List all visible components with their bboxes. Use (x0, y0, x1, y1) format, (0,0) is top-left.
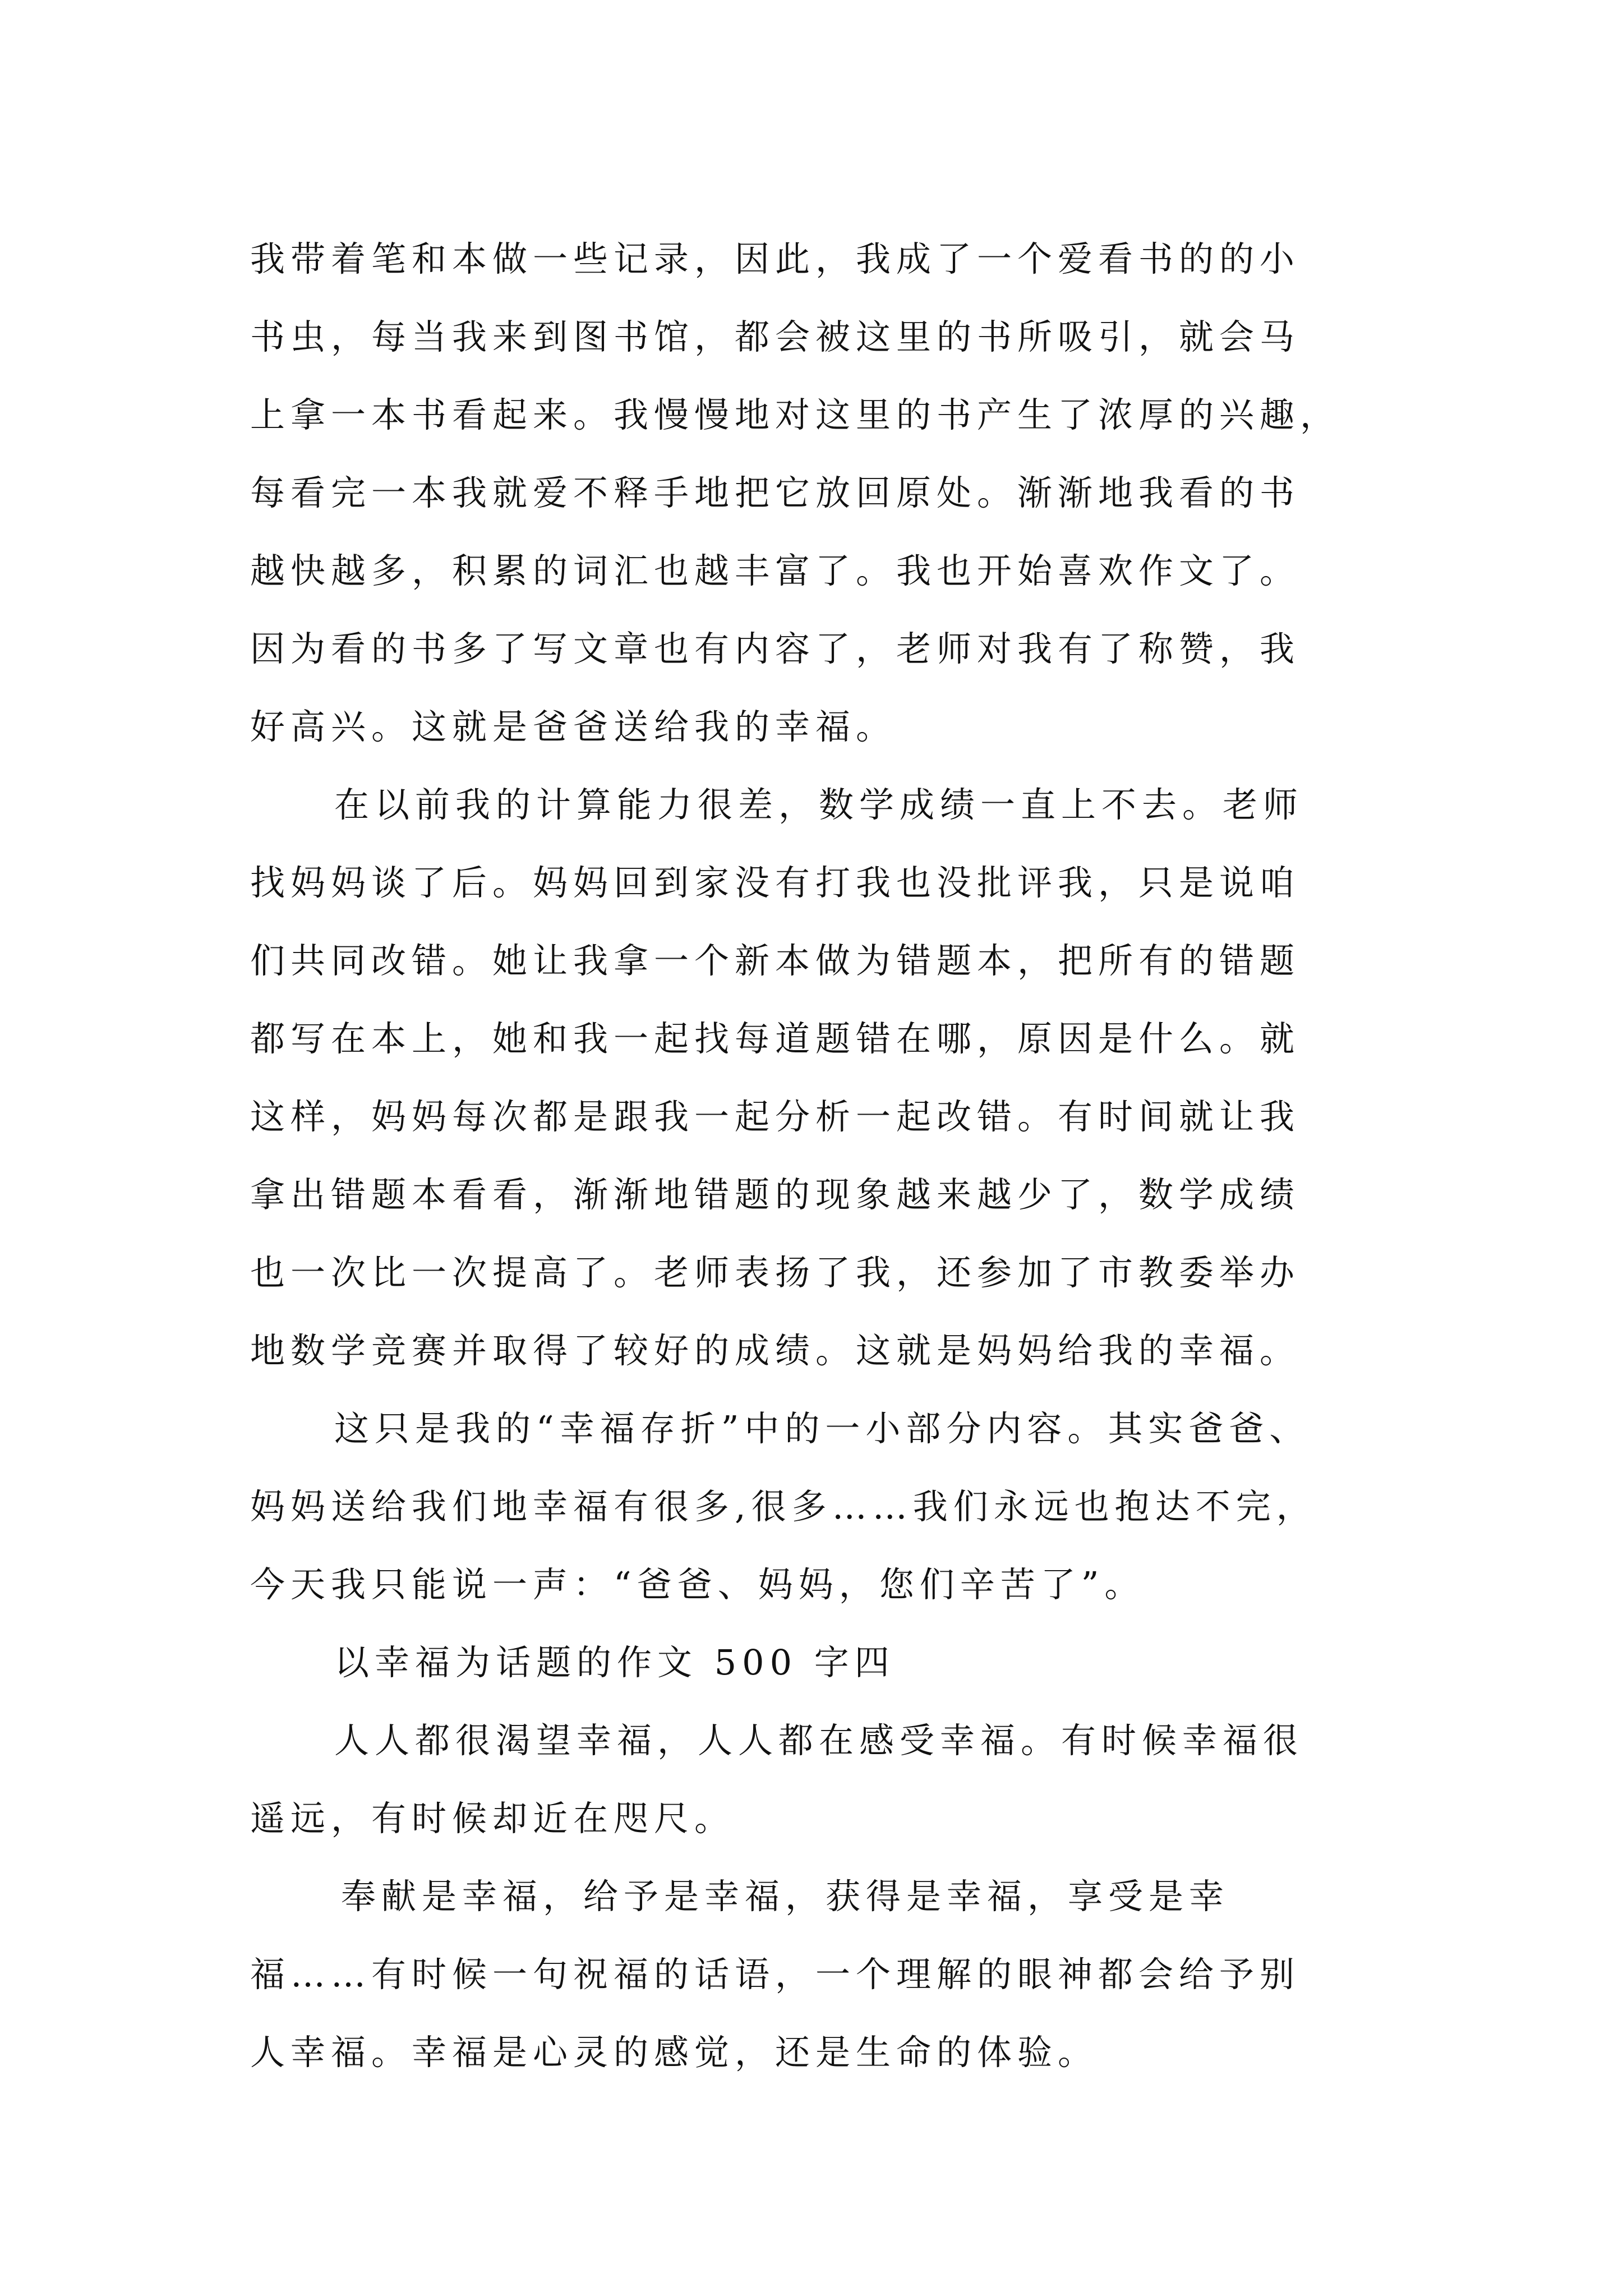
paragraph-first-line: 奉献是幸福，给予是幸福，获得是幸福，享受是幸 (341, 1876, 1230, 1917)
paragraph-first-line: 这只是我的“幸福存折”中的一小部分内容。其实爸爸、 (334, 1408, 1310, 1449)
text-line: 我带着笔和本做一些记录，因此，我成了一个爱看书的的小 (250, 238, 1301, 279)
text-line: 人幸福。幸福是心灵的感觉，还是生命的体验。 (250, 2032, 1099, 2073)
paragraph-first-line: 人人都很渴望幸福，人人都在感受幸福。有时候幸福很 (334, 1720, 1304, 1761)
text-line: 遥远，有时候却近在咫尺。 (250, 1798, 735, 1839)
text-line: 这样，妈妈每次都是跟我一起分析一起改错。有时间就让我 (250, 1096, 1301, 1137)
section-heading: 以幸福为话题的作文 500 字四 (334, 1642, 895, 1683)
text-line: 上拿一本书看起来。我慢慢地对这里的书产生了浓厚的兴趣， (250, 394, 1341, 435)
text-line: 今天我只能说一声：“爸爸、妈妈，您们辛苦了”。 (250, 1564, 1145, 1605)
text-line: 们共同改错。她让我拿一个新本做为错题本，把所有的错题 (250, 940, 1301, 981)
text-line: 因为看的书多了写文章也有内容了，老师对我有了称赞，我 (250, 628, 1301, 669)
text-line: 妈妈送给我们地幸福有很多,很多……我们永远也抱达不完， (250, 1486, 1317, 1527)
paragraph-first-line: 在以前我的计算能力很差，数学成绩一直上不去。老师 (334, 784, 1304, 825)
text-line: 也一次比一次提高了。老师表扬了我，还参加了市教委举办 (250, 1252, 1301, 1293)
text-line: 找妈妈谈了后。妈妈回到家没有打我也没批评我，只是说咱 (250, 862, 1301, 903)
text-line: 都写在本上，她和我一起找每道题错在哪，原因是什么。就 (250, 1018, 1301, 1059)
text-line: 地数学竞赛并取得了较好的成绩。这就是妈妈给我的幸福。 (250, 1330, 1301, 1371)
body-text (250, 220, 1417, 2091)
text-line: 越快越多，积累的词汇也越丰富了。我也开始喜欢作文了。 (250, 550, 1301, 591)
text-line: 每看完一本我就爱不释手地把它放回原处。渐渐地我看的书 (250, 472, 1301, 513)
text-line: 好高兴。这就是爸爸送给我的幸福。 (250, 706, 897, 747)
text-line: 拿出错题本看看，渐渐地错题的现象越来越少了，数学成绩 (250, 1174, 1301, 1215)
text-line: 福……有时候一句祝福的话语，一个理解的眼神都会给予别 (250, 1954, 1301, 1995)
text-line: 书虫，每当我来到图书馆，都会被这里的书所吸引，就会马 (250, 316, 1301, 357)
